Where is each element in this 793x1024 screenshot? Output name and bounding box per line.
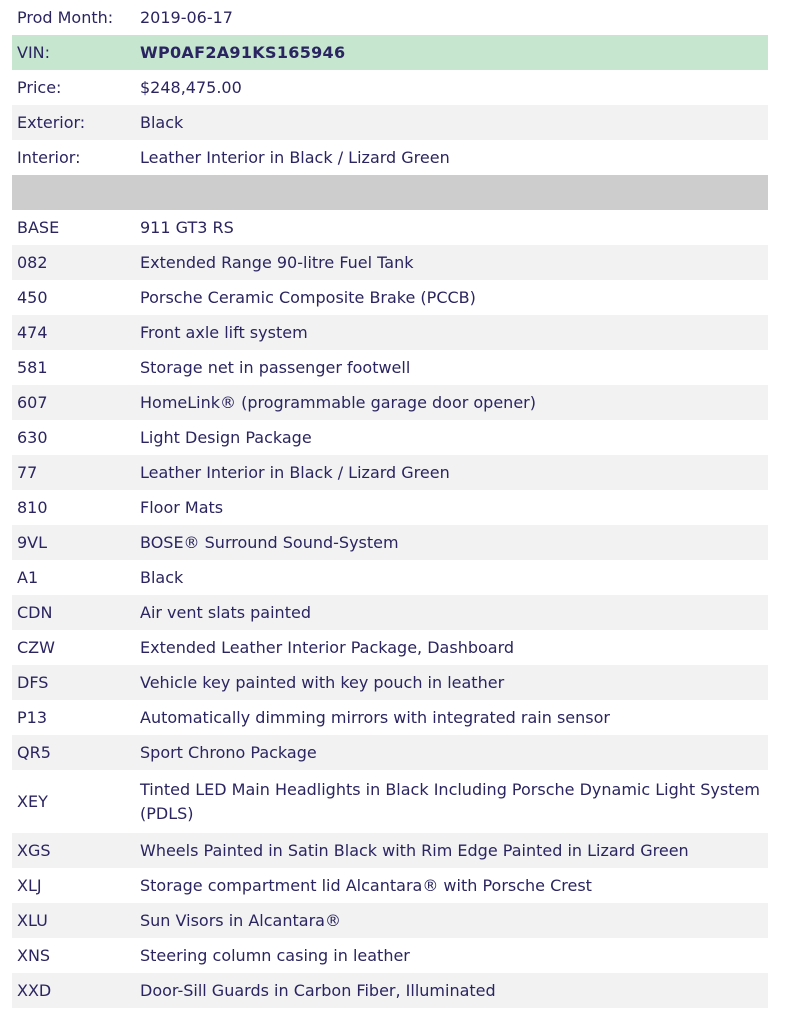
option-description: Wheels Painted in Satin Black with Rim Edge Painted in Lizard Green	[140, 840, 689, 860]
option-code: A1	[17, 567, 39, 587]
option-row	[12, 385, 768, 420]
option-description: Porsche Ceramic Composite Brake (PCCB)	[140, 287, 476, 307]
options-list	[12, 210, 768, 1008]
option-description: Vehicle key painted with key pouch in leather	[140, 672, 505, 692]
option-row	[12, 280, 768, 315]
option-code: XEY	[17, 791, 48, 811]
option-code: XGS	[17, 840, 51, 860]
option-code: 9VL	[17, 532, 48, 552]
price-value: $248,475.00	[140, 77, 242, 97]
option-row	[12, 903, 768, 938]
prod-month-value: 2019-06-17	[140, 7, 233, 27]
option-description: Sport Chrono Package	[140, 742, 317, 762]
interior-value: Leather Interior in Black / Lizard Green	[140, 147, 450, 167]
option-row	[12, 630, 768, 665]
option-description: Steering column casing in leather	[140, 945, 410, 965]
option-code: P13	[17, 707, 48, 727]
option-description: Front axle lift system	[140, 322, 308, 342]
exterior-row	[12, 105, 768, 140]
option-row	[12, 490, 768, 525]
interior-label: Interior:	[17, 147, 81, 167]
option-description: Sun Visors in Alcantara®	[140, 910, 341, 930]
option-code: 581	[17, 357, 48, 377]
exterior-value: Black	[140, 112, 184, 132]
option-row	[12, 735, 768, 770]
price-label: Price:	[17, 77, 62, 97]
option-row	[12, 868, 768, 903]
option-code: 607	[17, 392, 48, 412]
option-code: XLU	[17, 910, 48, 930]
option-description: Door-Sill Guards in Carbon Fiber, Illuminated	[140, 980, 496, 1000]
option-row	[12, 455, 768, 490]
options-table	[12, 210, 768, 1008]
option-code: 082	[17, 252, 48, 272]
option-code: XNS	[17, 945, 51, 965]
option-code: XXD	[17, 980, 52, 1000]
option-description: Leather Interior in Black / Lizard Green	[140, 462, 450, 482]
option-code: XLJ	[17, 875, 42, 895]
option-description: Automatically dimming mirrors with integrated rain sensor	[140, 707, 610, 727]
vin-row	[12, 35, 768, 70]
option-row	[12, 973, 768, 1008]
option-code: 450	[17, 287, 48, 307]
option-code: 77	[17, 462, 38, 482]
vehicle-spec-sheet	[12, 0, 768, 1008]
option-row	[12, 350, 768, 385]
vin-value: WP0AF2A91KS165946	[140, 42, 346, 62]
prod-month-row	[12, 0, 768, 35]
option-row	[12, 700, 768, 735]
option-row	[12, 210, 768, 245]
option-row	[12, 770, 768, 833]
option-code: CZW	[17, 637, 55, 657]
prod-month-label: Prod Month:	[17, 7, 114, 27]
option-description: Light Design Package	[140, 427, 312, 447]
price-row	[12, 70, 768, 105]
option-code: 630	[17, 427, 48, 447]
exterior-label: Exterior:	[17, 112, 86, 132]
vin-label: VIN:	[17, 42, 51, 62]
option-description: Floor Mats	[140, 497, 224, 517]
option-code: QR5	[17, 742, 51, 762]
section-separator	[12, 175, 768, 210]
option-code: BASE	[17, 217, 60, 237]
option-description: Air vent slats painted	[140, 602, 311, 622]
option-row	[12, 420, 768, 455]
option-code: 810	[17, 497, 48, 517]
option-description: Storage net in passenger footwell	[140, 357, 411, 377]
option-row	[12, 245, 768, 280]
option-description: Extended Leather Interior Package, Dashboard	[140, 637, 515, 657]
interior-row	[12, 140, 768, 175]
option-row	[12, 315, 768, 350]
option-description: Extended Range 90-litre Fuel Tank	[140, 252, 414, 272]
option-row	[12, 595, 768, 630]
option-description: Black	[140, 567, 184, 587]
option-code: 474	[17, 322, 48, 342]
option-description: BOSE® Surround Sound-System	[140, 532, 399, 552]
option-row	[12, 525, 768, 560]
option-row	[12, 938, 768, 973]
option-row	[12, 560, 768, 595]
spec-table	[12, 0, 768, 210]
option-description: HomeLink® (programmable garage door opener)	[140, 392, 536, 412]
option-code: CDN	[17, 602, 53, 622]
option-row	[12, 665, 768, 700]
option-description: Tinted LED Main Headlights in Black Including Porsche Dynamic Light System (PDLS)	[140, 779, 760, 823]
option-description: 911 GT3 RS	[140, 217, 234, 237]
option-description: Storage compartment lid Alcantara® with Porsche Crest	[140, 875, 592, 895]
option-code: DFS	[17, 672, 49, 692]
option-row	[12, 833, 768, 868]
